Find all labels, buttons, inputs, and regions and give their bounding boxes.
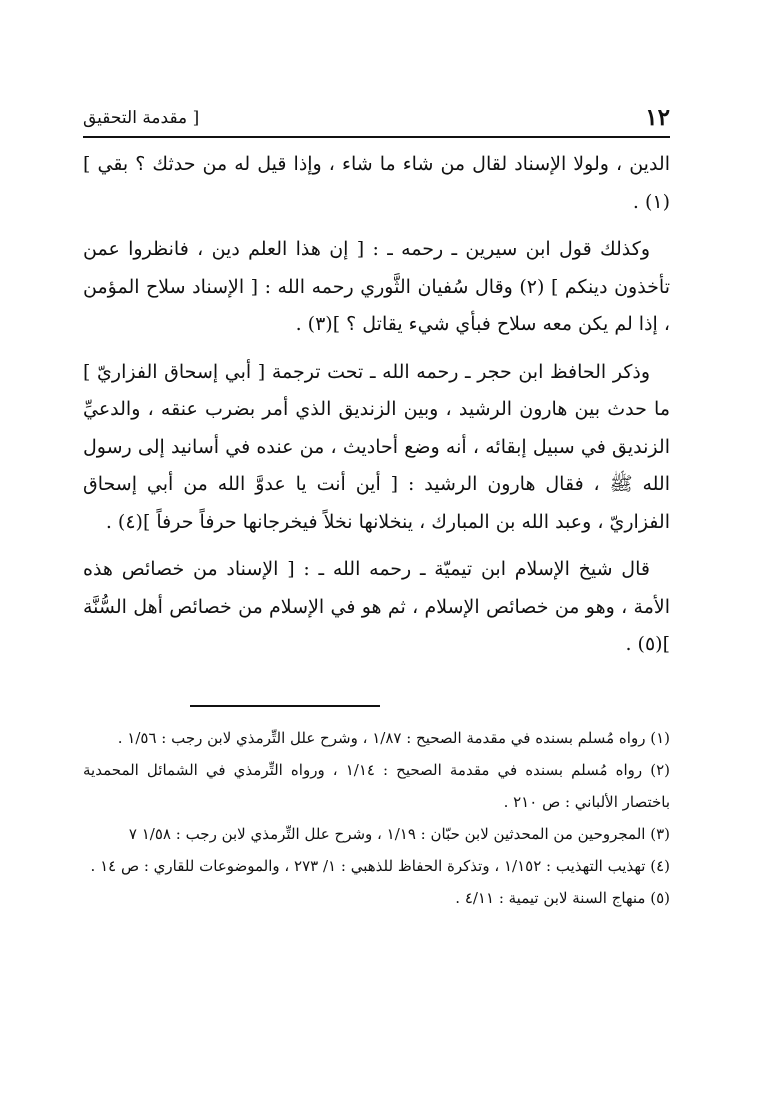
main-text [83, 146, 670, 674]
footnote: (١) رواه مُسلم بسنده في مقدمة الصحيح : ١/٨٧ ، وشرح علل التِّرمذي لابن رجب : ١/٥٦ . [117, 729, 670, 747]
page-header [83, 100, 670, 138]
footnote: (٣) المجروحين من المحدثين لابن حبّان : ١/١٩ ، وشرح علل التِّرمذي لابن رجب : ١/٥٨ ٧ [128, 825, 670, 843]
paragraph: وكذلك قول ابن سيرين ـ رحمه ـ : [ إن هذا العلم دين ، فانظروا عمن تأخذون دينكم ] (٢) وقال سُفيان الثَّوري رحمه الله : [ الإسناد سلاح المؤمن ، إذا لم يكن معه سلاح فبأي شيء يقاتل ؟ ](٣) . [83, 238, 670, 335]
running-title: [ مقدمة التحقيق [83, 108, 200, 128]
paragraph: وذكر الحافظ ابن حجر ـ رحمه الله ـ تحت ترجمة [ أبي إسحاق الفزاريّ ] ما حدث بين هارون الرشيد ، وبين الزنديق الذي أمر بضرب عنقه ، والدعيِّ الزنديق في سبيل إبقائه ، أنه وضع أحاديث ، من عنده في أسانيد إلى رسول الله ﷺ ، فقال هارون الرشيد : [ أين أنت يا عدوَّ الله من أبي إسحاق الفزاريّ ، وعبد الله بن المبارك ، ينخلانها نخلاً فيخرجانها حرفاً حرفاً ](٤) . [83, 360, 670, 533]
footnote: (٤) تهذيب التهذيب : ١/١٥٢ ، وتذكرة الحفاظ للذهبي : ١/ ٢٧٣ ، والموضوعات للقاري : ص ١٤ . [90, 857, 670, 875]
footnote: (٥) منهاج السنة لابن تيمية : ٤/١١ . [455, 889, 670, 907]
footnote: (٢) رواه مُسلم بسنده في مقدمة الصحيح : ١/١٤ ، ورواه التِّرمذي في الشمائل المحمدية باختصار الألباني : ص ٢١٠ . [83, 761, 670, 811]
footnotes [83, 722, 670, 914]
paragraph: الدين ، ولولا الإسناد لقال من شاء ما شاء ، وإذا قيل له من حدثك ؟ بقي ] (١) . [83, 153, 670, 213]
page-number: ١٢ [645, 104, 670, 131]
footnote-separator [190, 705, 380, 707]
paragraph: قال شيخ الإسلام ابن تيميّة ـ رحمه الله ـ : [ الإسناد من خصائص هذه الأمة ، وهو من خصائص الإسلام ، ثم هو في الإسلام من خصائص أهل السُّنَّة ](٥) . [83, 558, 670, 655]
